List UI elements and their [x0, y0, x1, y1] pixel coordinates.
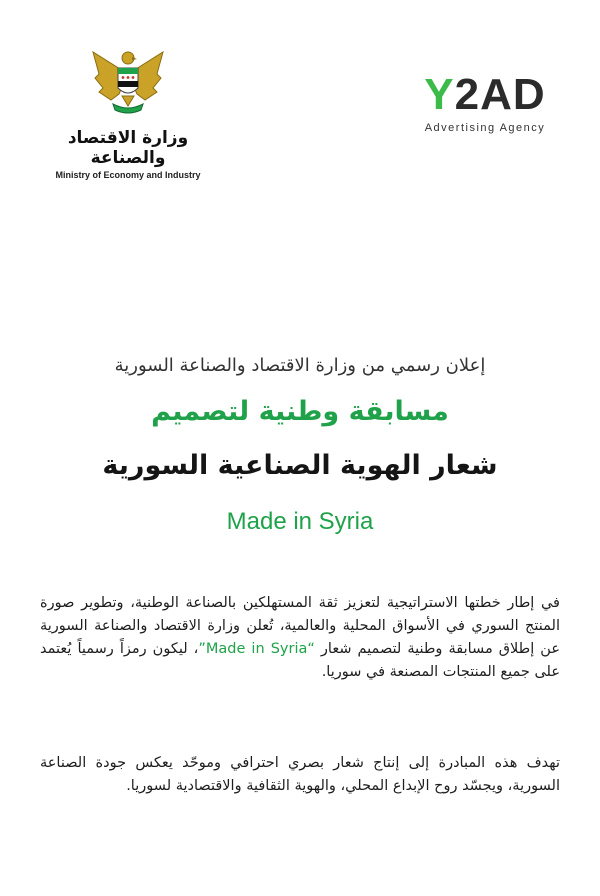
body-paragraph-1 — [40, 592, 560, 684]
agency-logo — [410, 72, 560, 134]
ministry-logo — [38, 44, 218, 180]
paragraph1-text-end: ، ليكون رمزاً رسمياً يُعتمد على جميع المنتجات المصنعة في سوريا. — [40, 641, 560, 680]
title-competition: مسابقة وطنية لتصميم — [151, 396, 449, 427]
body-paragraph-2: تهدف هذه المبادرة إلى إنتاج شعار بصري احترافي وموحّد يعكس جودة الصناعة السورية، ويجسّد روح الإبداع المحلي، والهوية الثقافية والاقتصادية لسوريا. — [40, 755, 560, 794]
ministry-name-en: Ministry of Economy and Industry — [55, 170, 201, 180]
agency-wordmark: Y2AD — [424, 70, 546, 119]
ministry-name-ar: وزارة الاقتصاد والصناعة — [67, 128, 189, 168]
paragraph1-text-start: في إطار خطتها الاستراتيجية لتعزيز ثقة المستهلكين بالصناعة الوطنية، وتطوير صورة المنتج السوري في الأسواق المحلية والعالمية، تُعلن وزارة الاقتصاد والصناعة السورية عن إطلاق مسابقة وطنية لتصميم شعار — [40, 595, 560, 657]
paragraph1-highlight: “Made in Syria” — [198, 641, 315, 657]
syrian-eagle-emblem-icon — [89, 44, 167, 122]
title-identity: شعار الهوية الصناعية السورية — [102, 450, 498, 481]
tagline-made-in-syria: Made in Syria — [226, 508, 374, 535]
announcement-intro: إعلان رسمي من وزارة الاقتصاد والصناعة السورية — [114, 355, 486, 376]
agency-subtitle: Advertising Agency — [424, 122, 546, 134]
